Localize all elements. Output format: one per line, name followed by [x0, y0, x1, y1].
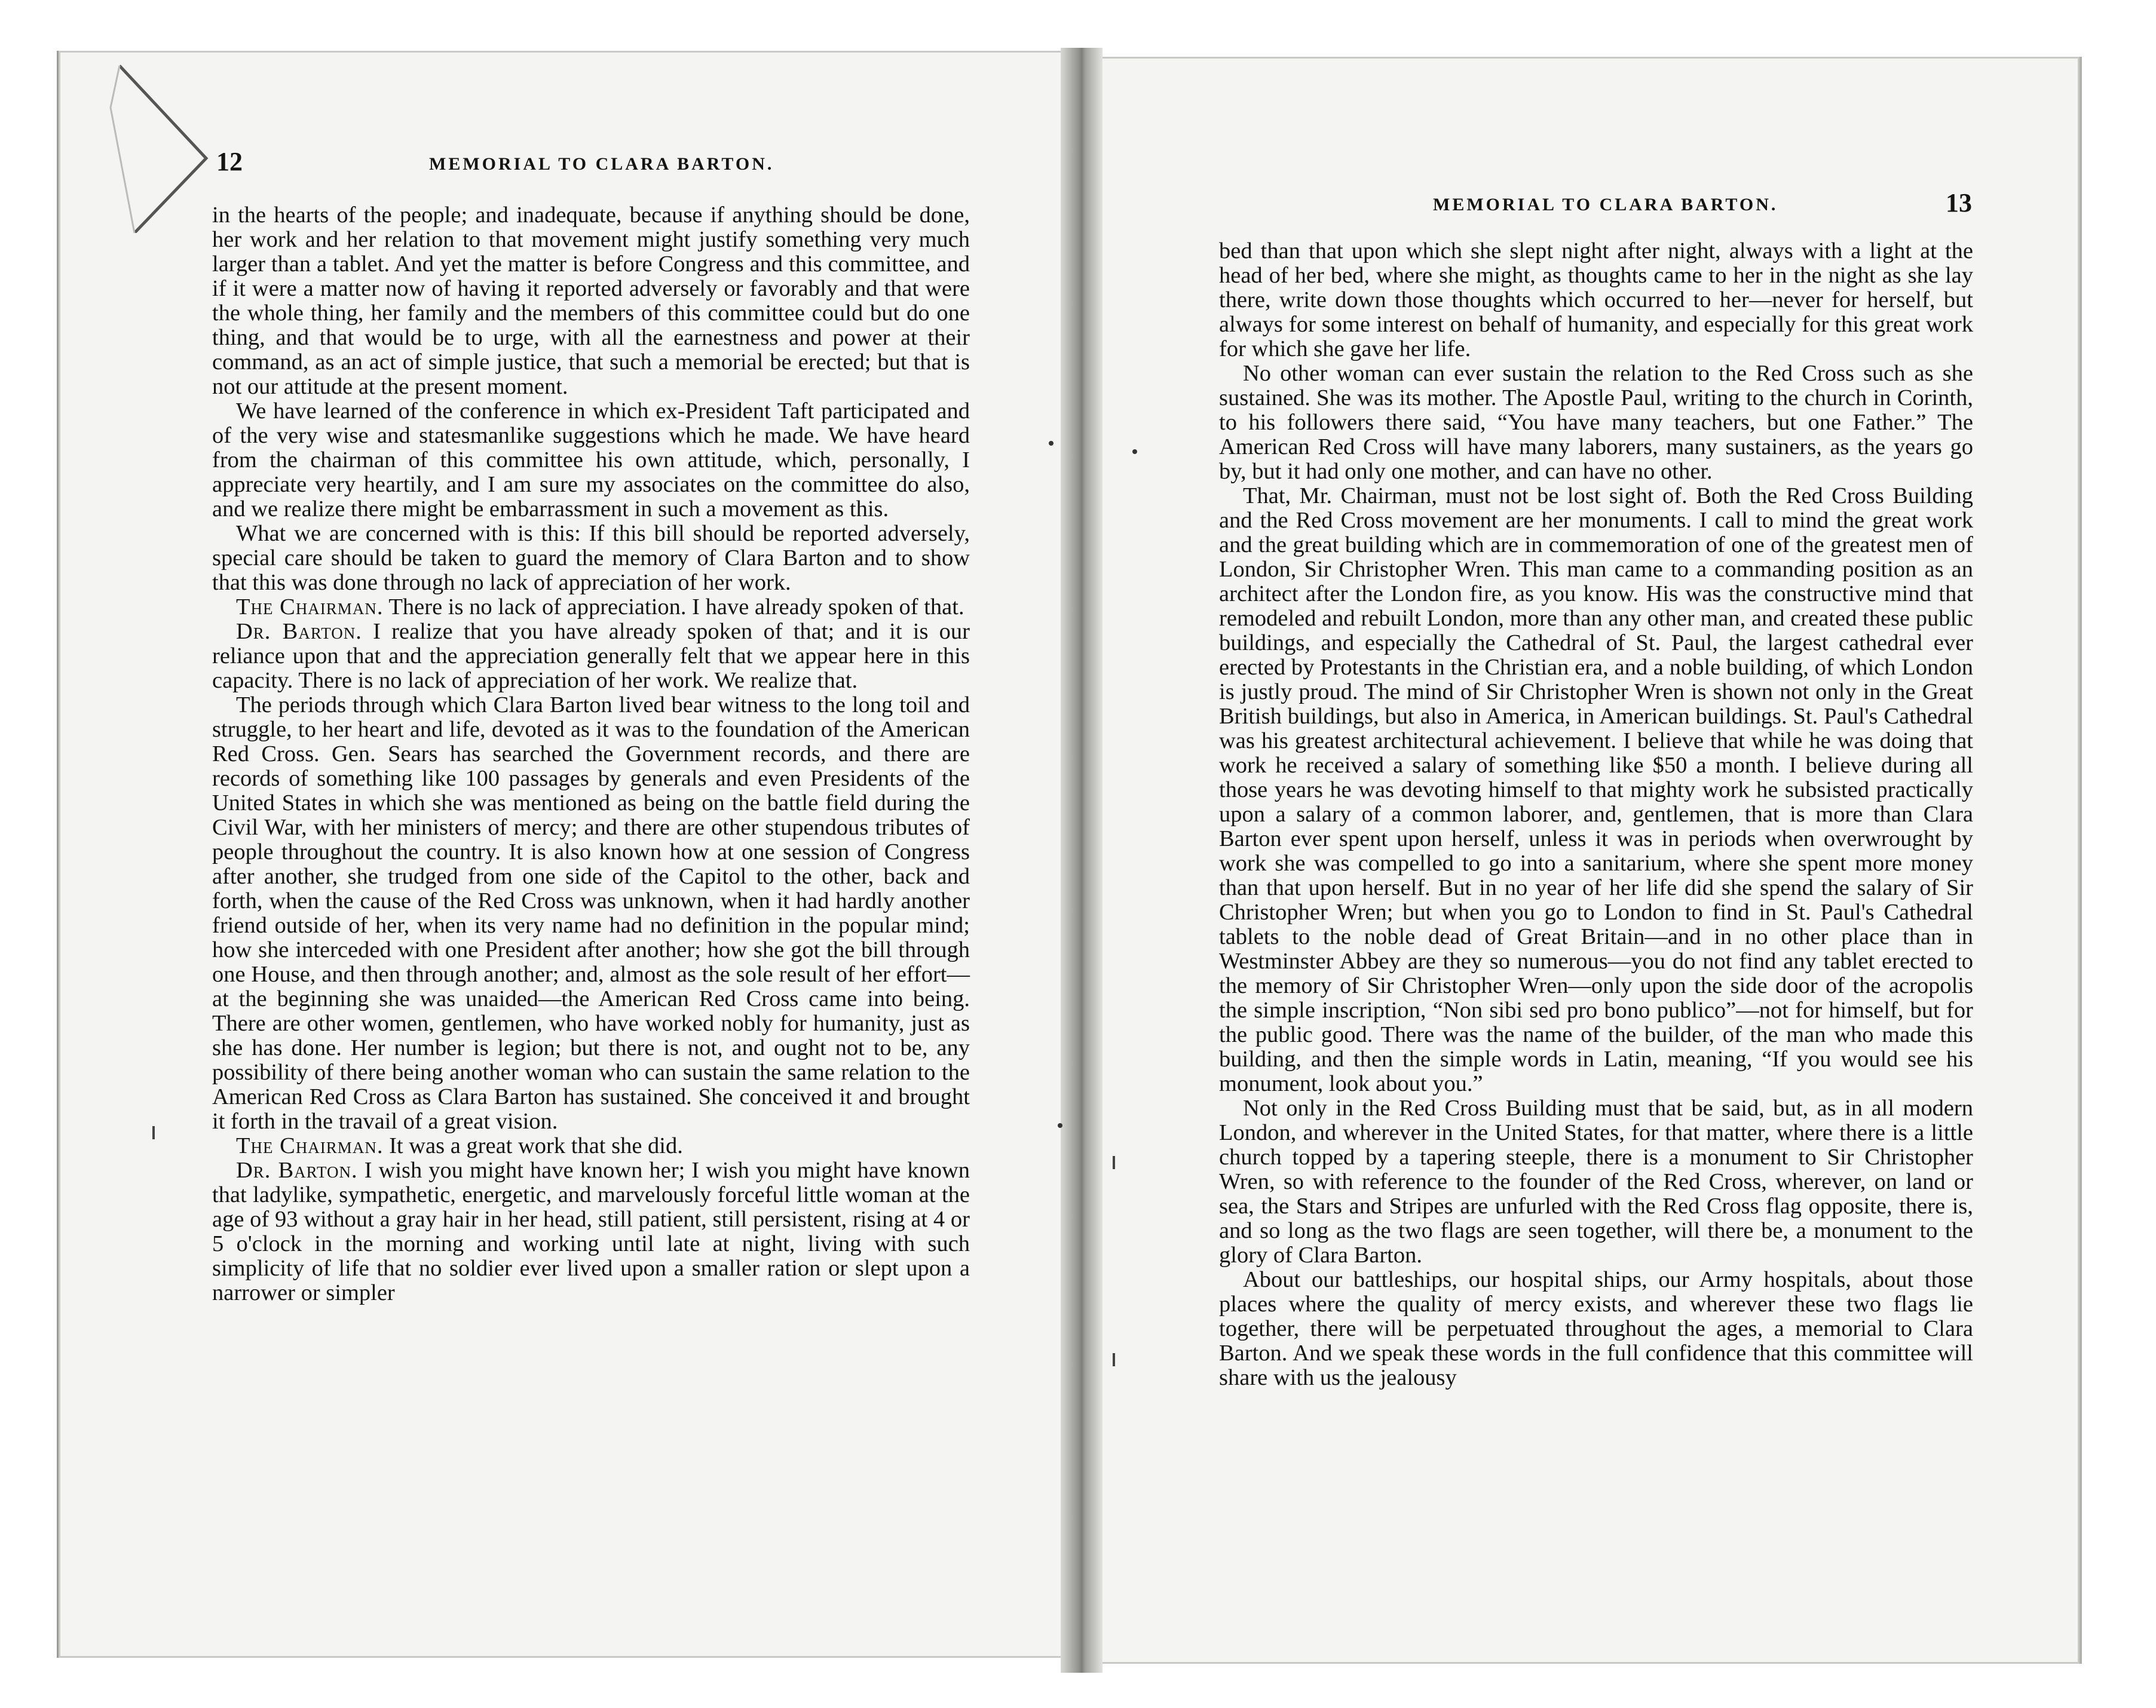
- paragraph-text: Not only in the Red Cross Building must that be said, but, as in all modern London, and wherever in the United States, for that matter, where there is a little church topped by a tapering steeple, there is a monument to Sir Christopher Wren, so with reference to the founder of the Red Cross, wherever, on land or sea, the Stars and Stripes are unfurled with the Red Cross flag opposite, there is, and so long as the two flags are seen together, will there be, a monument to the glory of Clara Barton.: [1219, 1096, 1973, 1268]
- paragraph-text: I realize that you have already spoken of that; and it is our reliance upon that and the appreciation generally felt that we appear here in this capacity. There is no lack of appreciation of her work. We realize that.: [212, 619, 970, 693]
- scan-mark: [1113, 1353, 1115, 1366]
- paragraph-text: About our battleships, our hospital ships, our Army hospitals, about those places where the quality of mercy exists, and wherever these two flags lie together, there will be perpetuated throughout the ages, a memorial to Clara Barton. And we speak these words in the full confidence that this committee will share with us the jealousy: [1219, 1267, 1973, 1390]
- speaker-label: The Chairman.: [236, 594, 384, 620]
- paragraph: [212, 1134, 970, 1158]
- paragraph: [212, 1158, 970, 1305]
- scan-mark: [1049, 441, 1054, 446]
- paragraph-text: It was a great work that she did.: [389, 1133, 683, 1158]
- speaker-label: Dr. Barton.: [236, 619, 362, 644]
- paragraph: [212, 693, 970, 1134]
- right-running-head: MEMORIAL TO CLARA BARTON.: [1433, 195, 1778, 214]
- scan-mark: [1113, 1156, 1115, 1169]
- right-page-number: 13: [1946, 188, 1972, 217]
- scan-mark: [1132, 449, 1137, 454]
- paragraph: [1219, 239, 1973, 361]
- left-page-number: 12: [216, 147, 243, 176]
- paragraph-text: There is no lack of appreciation. I have already spoken of that.: [388, 594, 964, 620]
- paragraph: [1219, 484, 1973, 1096]
- right-page-body: [1219, 239, 1973, 1390]
- speaker-label: Dr. Barton.: [236, 1158, 358, 1183]
- paragraph-text: The periods through which Clara Barton lived bear witness to the long toil and struggle, to her heart and life, devoted as it was to the foundation of the American Red Cross. Gen. Sears has searched the Government records, and there are records of something like 100 passages by generals and even Presidents of the United States in which she was mentioned as being on the battle field during the Civil War, with her ministers of mercy; and there are other stupendous tributes of people throughout the country. It is also known how at one session of Congress after another, she trudged from one side of the Capitol to the other, back and forth, when the cause of the Red Cross was unknown, when it had hardly another friend outside of her, when its very name had no definition in the popular mind; how she interceded with one President after another; how she got the bill through one House, and then through another; and, almost as the sole result of her effort—at the beginning she was unaided—the American Red Cross came into being. There are other women, gentlemen, who have worked nobly for humanity, just as she has done. Her number is legion; but there is not, and ought not to be, any possibility of there being another woman who can sustain the same relation to the American Red Cross as Clara Barton has sustained. She conceived it and brought it forth in the travail of a great vision.: [212, 692, 970, 1134]
- scan-mark: [152, 1126, 155, 1139]
- paragraph-text: That, Mr. Chairman, must not be lost sight of. Both the Red Cross Building and the Red Cross movement are her monuments. I call to mind the great work and the great building which are in commemoration of one of the greatest men of London, Sir Christopher Wren. This man came to a commanding position as an architect after the London fire, as you know. His was the constructive mind that remodeled and rebuilt London, more than any other man, and created these public buildings, and especially the Cathedral of St. Paul, the largest cathedral ever erected by Protestants in the Christian era, and a noble building, of which London is justly proud. The mind of Sir Christopher Wren is shown not only in the Great British buildings, but also in America, in American buildings. St. Paul's Cathedral was his greatest architectural achievement. I believe that while he was doing that work he received a salary of something like $50 a month. I believe during all those years he was devoting himself to that mighty work he subsisted practically upon a salary of a common laborer, and, gentlemen, that is more than Clara Barton ever spent upon herself, unless it was in periods when overwrought by work she was compelled to go into a sanitarium, where she spent more money than that upon herself. But in no year of her life did she spend the salary of Sir Christopher Wren; but when you go to London to find in St. Paul's Cathedral tablets to the noble dead of Great Britain—and in no other place than in Westminster Abbey are they so numerous—you do not find any tablet erected to the memory of Sir Christopher Wren—only upon the side door of the acropolis the simple inscription, “Non sibi sed pro bono publico”—not for himself, but for the public good. There was the name of the builder, of the man who made this building, and then the simple words in Latin, meaning, “If you would see his monument, look about you.”: [1219, 483, 1973, 1096]
- paragraph-text: I wish you might have known her; I wish you might have known that ladylike, sympathetic, energetic, and marvelously forceful little woman at the age of 93 without a gray hair in her head, still patient, still persistent, rising at 4 or 5 o'clock in the morning and working until late at night, living with such simplicity of life that no soldier ever lived upon a smaller ration or slept upon a narrower or simpler: [212, 1158, 970, 1305]
- paragraph-text: We have learned of the conference in which ex-President Taft participated and of the very wise and statesmanlike suggestions which he made. We have heard from the chairman of this committee his own attitude, which, personally, I appreciate very heartily, and I am sure my associates on the committee do also, and we realize there might be embarrassment in such a movement as this.: [212, 398, 970, 522]
- scan-mark: [1058, 1123, 1062, 1128]
- left-page-body: [212, 203, 970, 1305]
- paragraph-text: bed than that upon which she slept night after night, always with a light at the head of her bed, where she might, as thoughts came to her in the night as she lay there, write down those thoughts which occurred to her—never for herself, but always for some interest on behalf of humanity, and especially for this great work for which she gave her life.: [1219, 238, 1973, 361]
- folded-corner-icon: [99, 54, 218, 233]
- paragraph: [212, 522, 970, 595]
- paragraph: [212, 203, 970, 399]
- left-running-head: MEMORIAL TO CLARA BARTON.: [429, 154, 774, 174]
- book-gutter: [1061, 48, 1102, 1673]
- speaker-label: The Chairman.: [236, 1133, 384, 1158]
- paragraph-text: What we are concerned with is this: If this bill should be reported adversely, special care should be taken to guard the memory of Clara Barton and to show that this was done through no lack of appreciation of her work.: [212, 521, 970, 595]
- paragraph: [212, 595, 970, 620]
- paragraph: [212, 399, 970, 522]
- paragraph-text: in the hearts of the people; and inadequate, because if anything should be done, her work and her relation to that movement might justify something very much larger than a tablet. And yet the matter is before Congress and this committee, and if it were a matter now of having it reported adversely or favorably and that were the whole thing, her family and the members of this committee could but do one thing, and that would be to urge, with all the earnestness and power at their command, as an act of simple justice, that such a memorial be erected; but that is not our attitude at the present moment.: [212, 203, 970, 399]
- paragraph: [1219, 361, 1973, 484]
- paragraph: [212, 620, 970, 693]
- paragraph: [1219, 1096, 1973, 1268]
- paragraph: [1219, 1268, 1973, 1390]
- paragraph-text: No other woman can ever sustain the relation to the Red Cross such as she sustained. She was its mother. The Apostle Paul, writing to the church in Corinth, to his followers there said, “You have many teachers, but one Father.” The American Red Cross will have many laborers, many sustainers, as the years go by, but it had only one mother, and can have no other.: [1219, 361, 1973, 484]
